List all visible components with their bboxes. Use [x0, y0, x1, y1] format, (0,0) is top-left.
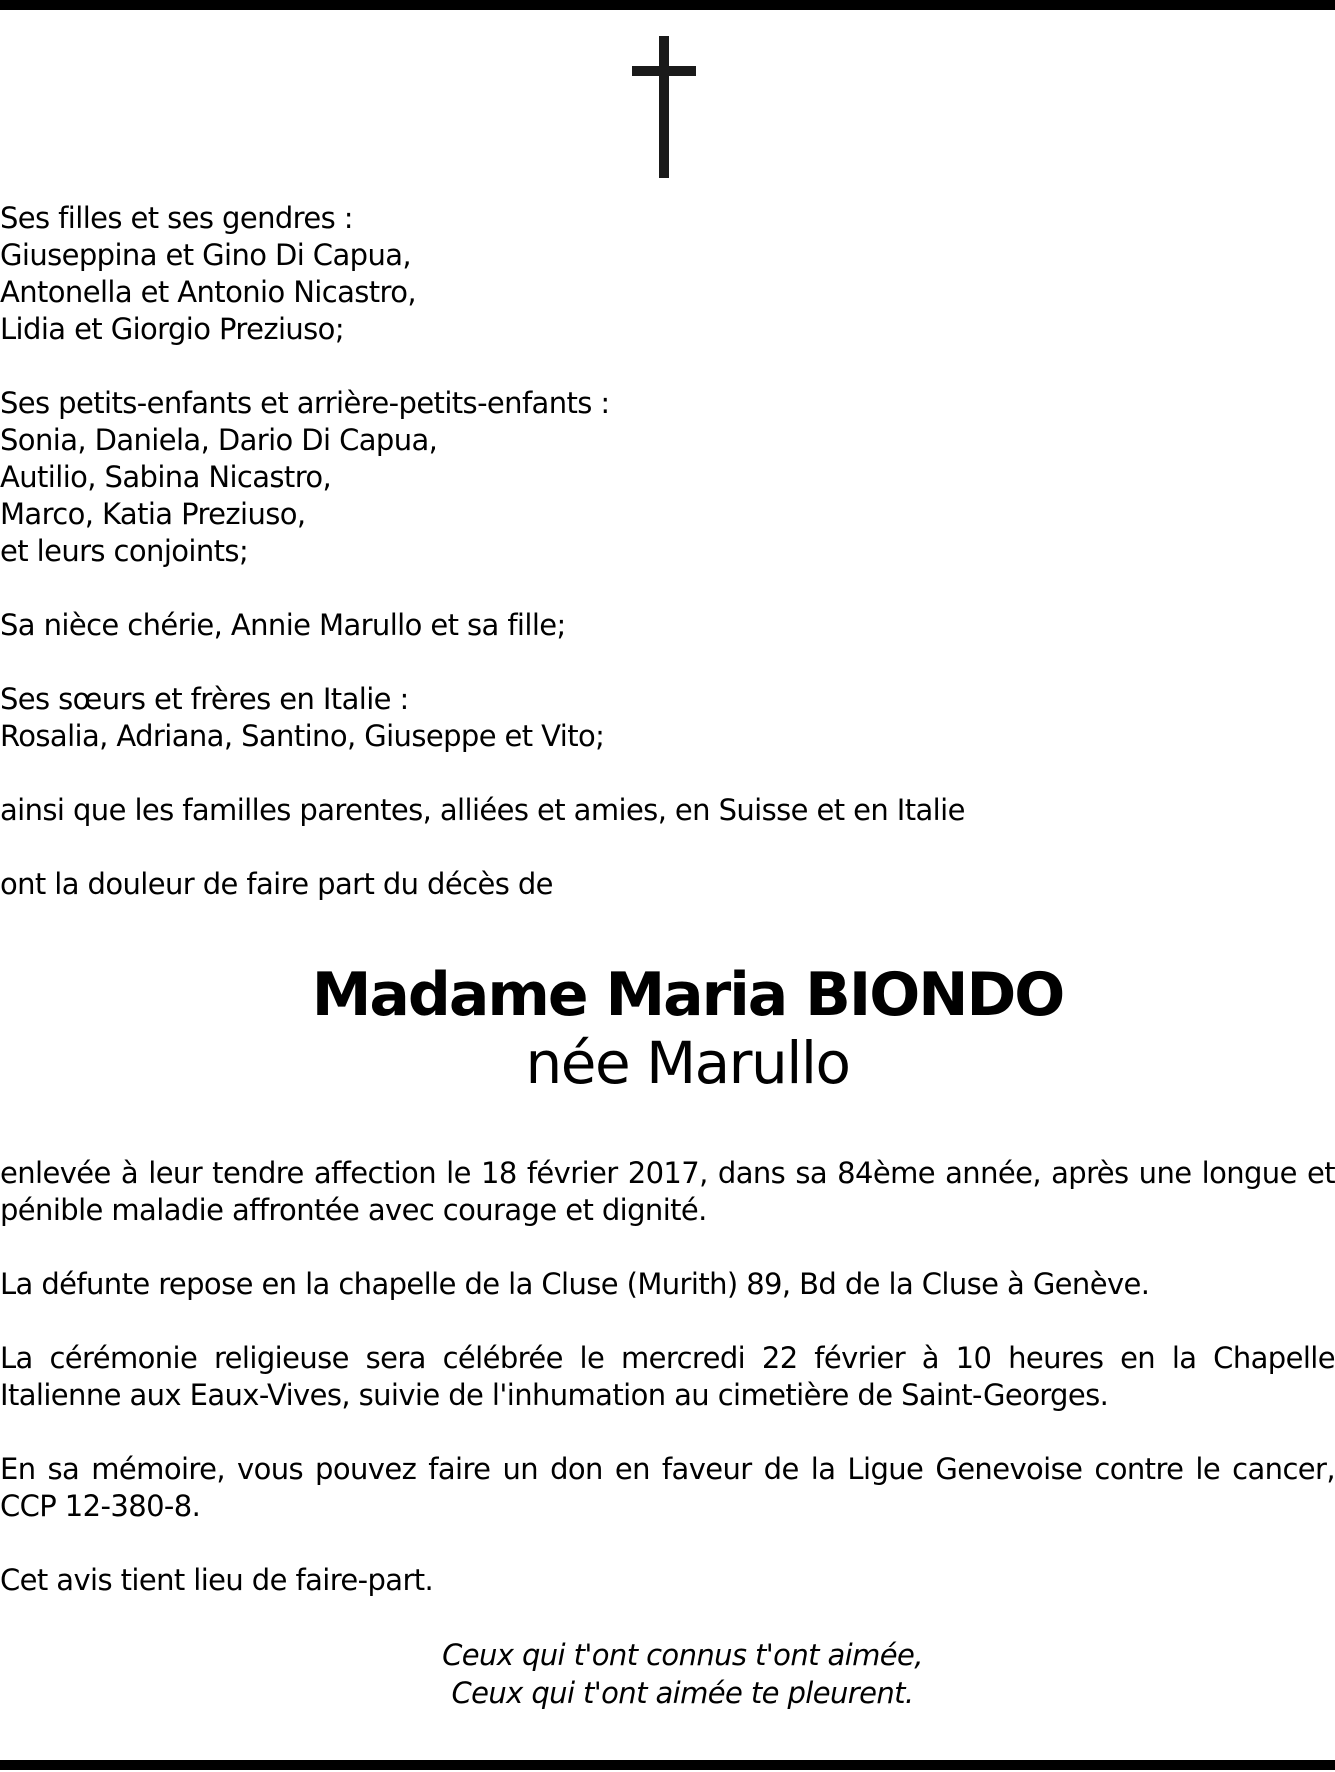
donation-paragraph: En sa mémoire, vous pouvez faire un don en faveur de la Ligue Genevoise contre le cancer, CCP 12-380-8. — [0, 1452, 1335, 1523]
obituary-body — [0, 200, 1335, 1712]
niece-paragraph: Sa nièce chérie, Annie Marullo et sa fille; — [0, 608, 566, 642]
daughters-paragraph: Ses filles et ses gendres : Giuseppina et Gino Di Capua, Antonella et Antonio Nicastro, Lidia et Giorgio Preziuso; — [0, 201, 417, 346]
maiden-name: née Marullo — [525, 1029, 850, 1097]
announcement-text: ont la douleur de faire part du décès de — [0, 867, 553, 901]
grandchildren-paragraph: Ses petits-enfants et arrière-petits-enfants : Sonia, Daniela, Dario Di Capua, Autilio, Sabina Nicastro, Marco, Katia Preziuso, et leurs conjoints; — [0, 386, 610, 568]
rest-paragraph: La défunte repose en la chapelle de la Cluse (Murith) 89, Bd de la Cluse à Genève. — [0, 1267, 1150, 1301]
ceremony-paragraph: La cérémonie religieuse sera célébrée le mercredi 22 février à 10 heures en la Chapelle Italienne aux Eaux-Vives, suivie de l'inhumation au cimetière de Saint-Georges. — [0, 1341, 1335, 1412]
relatives-paragraph: ainsi que les familles parentes, alliées et amies, en Suisse et en Italie — [0, 793, 965, 827]
notice-paragraph: Cet avis tient lieu de faire-part. — [0, 1563, 434, 1597]
epitaph: Ceux qui t'ont connus t'ont aimée, Ceux qui t'ont aimée te pleurent. — [442, 1638, 923, 1710]
siblings-paragraph: Ses sœurs et frères en Italie : Rosalia, Adriana, Santino, Giuseppe et Vito; — [0, 682, 605, 753]
passing-paragraph: enlevée à leur tendre affection le 18 février 2017, dans sa 84ème année, après une longue et pénible maladie affrontée avec courage et dignité. — [0, 1156, 1335, 1227]
top-rule — [0, 0, 1335, 10]
cross-icon — [632, 36, 696, 178]
deceased-name: Madame Maria BIONDO — [311, 960, 1064, 1030]
bottom-rule — [0, 1760, 1335, 1770]
